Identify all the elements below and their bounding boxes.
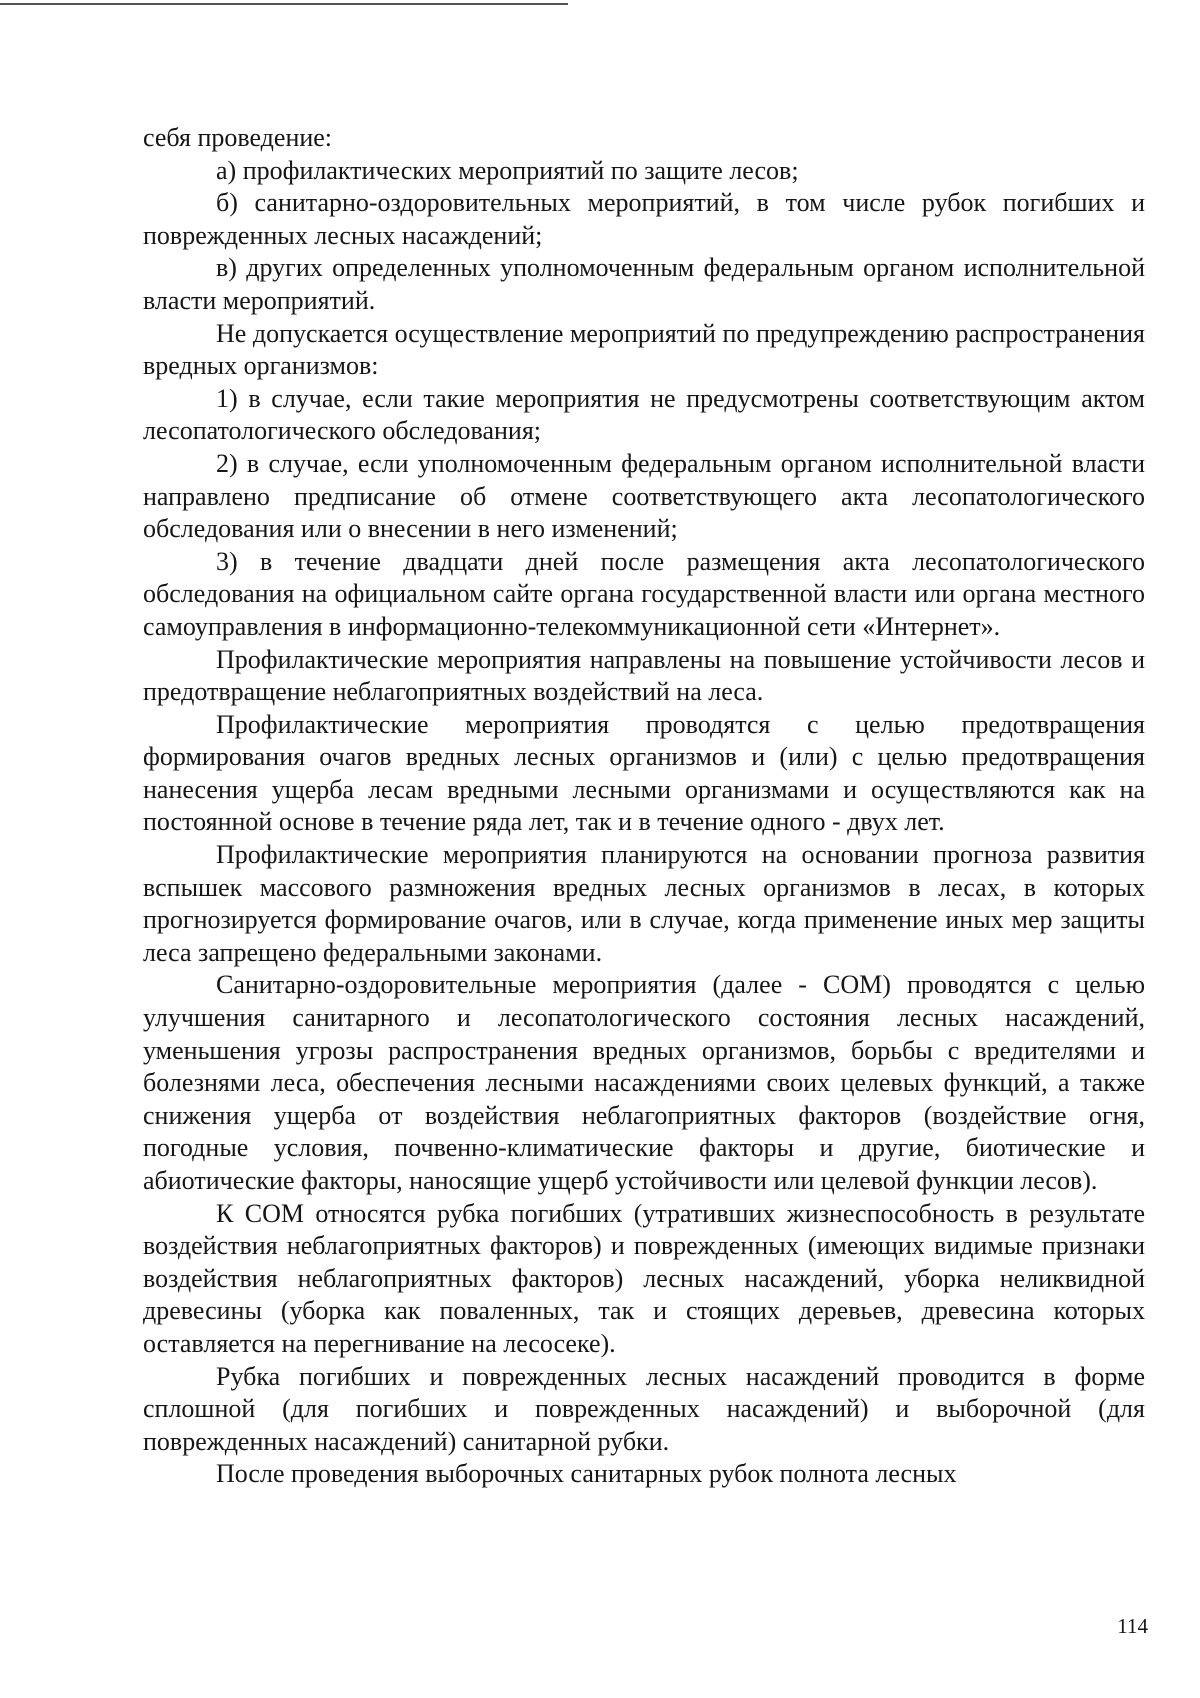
paragraph-not-allowed: Не допускается осуществление мероприятий по предупреждению распространения вредных организмов: — [143, 318, 1145, 381]
page-number: 114 — [1117, 1614, 1148, 1638]
paragraph-preventive-planning: Профилактические мероприятия планируются на основании прогноза развития вспышек массового размножения вредных лесных организмов в лесах, в которых прогнозируется формирование очагов, или в случае, когда применение иных мер защиты леса запрещено федеральными законами. — [143, 840, 1145, 967]
paragraph-som-includes: К СОМ относятся рубка погибших (утративших жизнеспособность в результате воздействия неблагоприятных факторов) и поврежденных (имеющих видимые признаки воздействия неблагоприятных факторов) лесных насаждений, уборка неликвидной древесины (уборка как поваленных, так и стоящих деревьев, древесина которых оставляется на перегнивание на лесосеке). — [143, 1198, 1145, 1358]
list-item-2: 2) в случае, если уполномоченным федеральным органом исполнительной власти направлено предписание об отмене соответствующего акта лесопатологического обследования или о внесении в него изменений; — [143, 448, 1145, 544]
paragraph-felling-forms: Рубка погибших и поврежденных лесных насаждений проводится в форме сплошной (для погибших и поврежденных насаждений) и выборочной (для поврежденных насаждений) санитарной рубки. — [143, 1361, 1145, 1456]
paragraph-preventive-aim: Профилактические мероприятия направлены на повышение устойчивости лесов и предотвращение неблагоприятных воздействий на леса. — [143, 644, 1145, 707]
document-body — [143, 122, 1145, 1491]
paragraph-after-felling: После проведения выборочных санитарных рубок полнота лесных — [216, 1459, 957, 1489]
list-item-a: а) профилактических мероприятий по защите лесов; — [216, 155, 799, 185]
paragraph-intro: себя проведение: — [143, 123, 333, 152]
paragraph-preventive-purpose: Профилактические мероприятия проводятся с целью предотвращения формирования очагов вредных лесных организмов и (или) с целью предотвращения нанесения ущерба лесам вредными лесными организмами и осуществляются как на постоянной основе в течение ряда лет, так и в течение одного - двух лет. — [143, 709, 1145, 837]
list-item-b: б) санитарно-оздоровительных мероприятий, в том числе рубок погибших и поврежденных лесных насаждений; — [143, 188, 1145, 250]
list-item-v: в) других определенных уполномоченным федеральным органом исполнительной власти мероприятий. — [143, 253, 1145, 315]
top-rule — [0, 3, 568, 5]
list-item-1: 1) в случае, если такие мероприятия не предусмотрены соответствующим актом лесопатологического обследования; — [143, 383, 1145, 446]
paragraph-som-definition: Санитарно-оздоровительные мероприятия (далее - СОМ) проводятся с целью улучшения санитарного и лесопатологического состояния лесных насаждений, уменьшения угрозы распространения вредных организмов, борьбы с вредителями и болезнями леса, обеспечения лесными насаждениями своих целевых функций, а также снижения ущерба от воздействия неблагоприятных факторов (воздействие огня, погодные условия, почвенно-климатические факторы и другие, биотические и абиотические факторы, наносящие ущерб устойчивости или целевой функции лесов). — [143, 970, 1145, 1195]
list-item-3: 3) в течение двадцати дней после размещения акта лесопатологического обследования на официальном сайте органа государственной власти или органа местного самоуправления в информационно-телекоммуникационной сети «Интернет». — [143, 546, 1145, 641]
